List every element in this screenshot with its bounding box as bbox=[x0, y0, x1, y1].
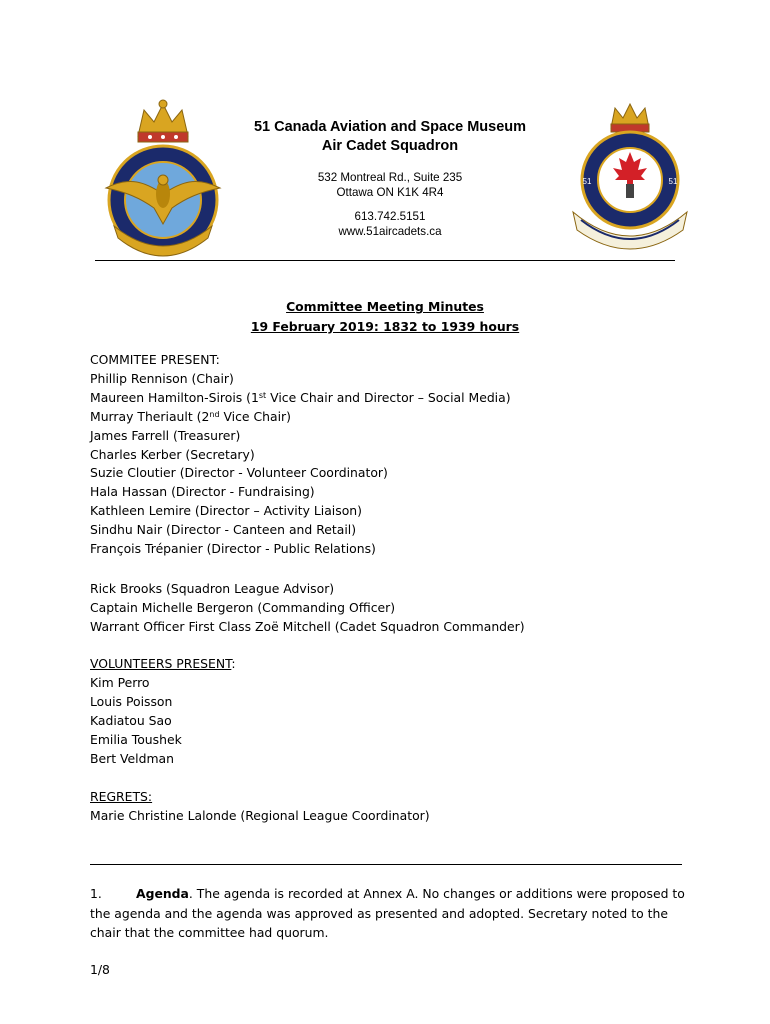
volunteers-heading: VOLUNTEERS PRESENT: bbox=[90, 656, 236, 671]
volunteer-line: Kim Perro bbox=[90, 674, 150, 690]
member-line: James Farrell (Treasurer) bbox=[90, 427, 241, 443]
volunteers-present-section bbox=[90, 655, 690, 768]
member-line: Sindhu Nair (Director - Canteen and Retail) bbox=[90, 522, 357, 538]
phone-number: 613.742.5151 bbox=[354, 210, 426, 223]
regrets-heading: REGRETS: bbox=[90, 789, 153, 804]
member-line: Charles Kerber (Secretary) bbox=[90, 446, 255, 462]
address-line2: Ottawa ON K1K 4R4 bbox=[336, 186, 444, 199]
org-name-line1: 51 Canada Aviation and Space Museum bbox=[253, 119, 527, 135]
page-number: 1/8 bbox=[90, 962, 110, 977]
website-link[interactable]: www.51aircadets.ca bbox=[338, 225, 442, 238]
agenda-label: Agenda bbox=[136, 886, 189, 901]
committee-present-section bbox=[90, 351, 690, 559]
member-line: François Trépanier (Director - Public Relations) bbox=[90, 541, 376, 557]
agenda-text: . The agenda is recorded at Annex A. No changes or additions were proposed to bbox=[188, 886, 685, 901]
volunteer-line: Kadiatou Sao bbox=[90, 712, 172, 728]
member-line: Phillip Rennison (Chair) bbox=[90, 370, 234, 386]
section-divider bbox=[90, 864, 682, 865]
svg-text:51: 51 bbox=[582, 177, 592, 186]
agenda-paragraph bbox=[90, 884, 690, 943]
advisor-line: Captain Michelle Bergeron (Commanding Officer) bbox=[90, 599, 396, 615]
org-name-line2: Air Cadet Squadron bbox=[321, 138, 459, 154]
header-divider bbox=[95, 260, 675, 261]
member-line: Hala Hassan (Director - Fundraising) bbox=[90, 484, 315, 500]
volunteer-line: Bert Veldman bbox=[90, 750, 174, 766]
title-line1: Committee Meeting Minutes bbox=[286, 299, 484, 314]
member-line: Kathleen Lemire (Director – Activity Liaison) bbox=[90, 503, 362, 519]
advisor-line: Rick Brooks (Squadron League Advisor) bbox=[90, 581, 335, 596]
member-line: Maureen Hamilton-Sirois (1st Vice Chair and Director – Social Media) bbox=[90, 389, 511, 405]
member-line: Suzie Cloutier (Director - Volunteer Coordinator) bbox=[90, 465, 388, 481]
member-line: Murray Theriault (2nd Vice Chair) bbox=[90, 408, 291, 424]
svg-text:51: 51 bbox=[668, 177, 678, 186]
volunteer-line: Louis Poisson bbox=[90, 693, 173, 709]
agenda-number: 1. bbox=[90, 886, 102, 901]
regrets-section bbox=[90, 788, 690, 826]
squadron-51-badge-icon bbox=[565, 100, 695, 252]
letterhead bbox=[230, 118, 550, 239]
advisor-line: Warrant Officer First Class Zoë Mitchell (Cadet Squadron Commander) bbox=[90, 618, 525, 634]
address-line1: 532 Montreal Rd., Suite 235 bbox=[317, 171, 463, 184]
volunteer-line: Emilia Toushek bbox=[90, 731, 182, 747]
regret-line: Marie Christine Lalonde (Regional League Coordinator) bbox=[90, 807, 430, 823]
agenda-text: the agenda and the agenda was approved as presented and adopted. Secretary noted to the bbox=[90, 905, 668, 921]
document-title bbox=[0, 297, 770, 337]
advisors-section bbox=[90, 580, 690, 637]
royal-canadian-air-cadets-crest-icon bbox=[100, 96, 226, 266]
title-line2: 19 February 2019: 1832 to 1939 hours bbox=[250, 319, 520, 334]
committee-heading: COMMITEE PRESENT: bbox=[90, 352, 220, 367]
agenda-text: chair that the committee had quorum. bbox=[90, 925, 329, 940]
